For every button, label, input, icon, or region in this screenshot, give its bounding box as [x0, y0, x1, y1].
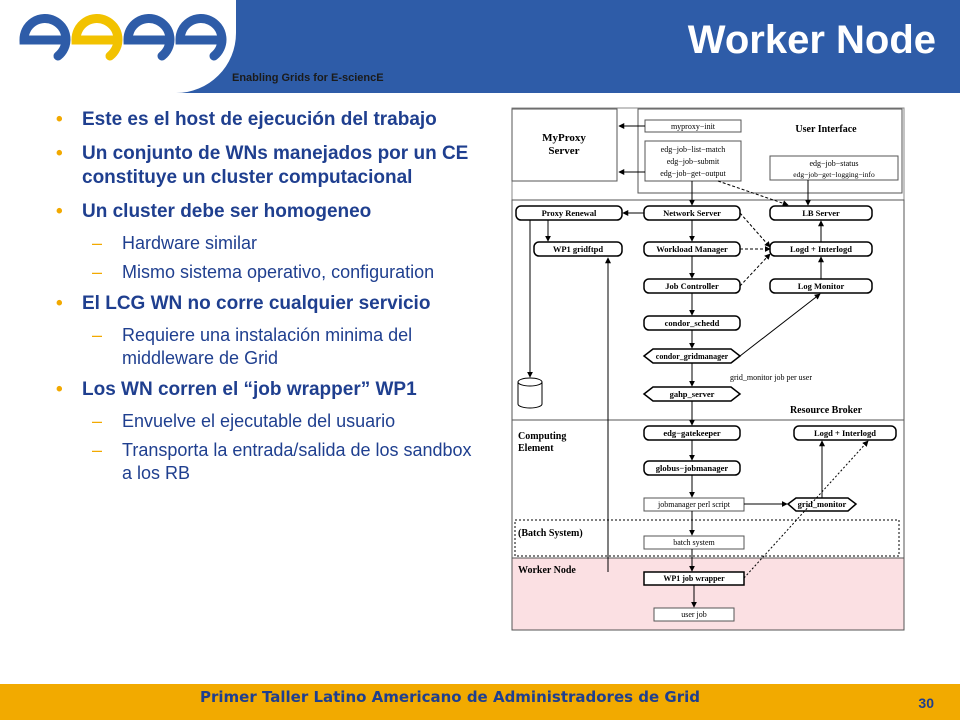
edg-status: edg−job−status	[809, 159, 859, 168]
network-server-label: Network Server	[663, 208, 721, 218]
sub-bullet-item: – Mismo sistema operativo, configuration	[92, 262, 435, 282]
computing-element-label-1: Computing	[518, 431, 567, 442]
sub-bullet-text: Hardware similar	[122, 233, 258, 253]
bullet-text: El LCG WN no corre cualquier servicio	[82, 293, 431, 314]
bullet-item: • Un conjunto de WNs manejados por un CE constituye un cluster computacional	[56, 143, 469, 188]
jobmanager-perl-label: jobmanager perl script	[658, 500, 730, 509]
logd-interlogd-label: Logd + Interlogd	[790, 244, 852, 254]
footer-text: Primer Taller Latino Americano de Administradores de Grid	[200, 688, 700, 706]
grid-monitor-job-label: grid_monitor job per user	[730, 373, 812, 382]
proxy-renewal-label: Proxy Renewal	[541, 208, 597, 218]
bullet-item: • El LCG WN no corre cualquier servicio	[56, 293, 431, 314]
bullet-list	[56, 108, 476, 493]
user-job-label: user job	[681, 610, 707, 619]
bullet-text: Un conjunto de WNs manejados por un CE constituye un cluster computacional	[82, 143, 469, 188]
wp1-job-wrapper-label: WP1 job wrapper	[663, 574, 725, 583]
sub-bullet-item: – Hardware similar	[92, 233, 258, 253]
bullet-item: • Un cluster debe ser homogeneo	[56, 201, 372, 222]
edg-list-match: edg−job−list−match	[660, 145, 726, 154]
computing-element-label-2: Element	[518, 443, 554, 454]
job-controller-label: Job Controller	[665, 281, 719, 291]
batch-system-text: batch system	[673, 538, 715, 547]
tagline: Enabling Grids for E-sciencE	[232, 72, 384, 84]
wp1-gridftpd-label: WP1 gridftpd	[552, 244, 604, 254]
edg-gatekeeper-label: edg−gatekeeper	[663, 428, 721, 438]
edg-logging: edg−job−get−logging−info	[793, 170, 875, 179]
condor-gridmanager-label: condor_gridmanager	[655, 352, 729, 361]
lb-server-label: LB Server	[802, 208, 840, 218]
ce-logd-label: Logd + Interlogd	[814, 428, 876, 438]
sub-bullet-item: – Envuelve el ejecutable del usuario	[92, 411, 396, 431]
database-icon	[518, 378, 542, 408]
log-monitor-label: Log Monitor	[797, 281, 845, 291]
edg-submit: edg−job−submit	[666, 157, 720, 166]
header-bar	[0, 0, 960, 93]
myproxy-label-1: MyProxy	[542, 132, 586, 144]
bullet-text: Un cluster debe ser homogeneo	[82, 201, 372, 222]
batch-system-label: (Batch System)	[518, 528, 583, 539]
myproxy-label-2: Server	[548, 145, 580, 157]
grid-monitor-label: grid_monitor	[797, 499, 847, 509]
sub-bullet-item: – Requiere una instalación minima del middleware de Grid	[92, 325, 413, 368]
sub-bullet-text: Mismo sistema operativo, configuration	[122, 262, 435, 282]
bullet-item: • Este es el host de ejecución del trabajo	[56, 109, 437, 130]
sub-bullet-item: – Transporta la entrada/salida de los sandbox a los RB	[92, 440, 472, 483]
gahp-server-label: gahp_server	[669, 389, 715, 399]
sub-bullet-text: Transporta la entrada/salida de los sandbox a los RB	[122, 440, 472, 483]
globus-jobmanager-label: globus−jobmanager	[655, 463, 729, 473]
slide-title: Worker Node	[687, 18, 936, 62]
condor-schedd-label: condor_schedd	[664, 318, 720, 328]
sub-bullet-text: Envuelve el ejecutable del usuario	[122, 411, 396, 431]
egee-logo	[12, 10, 227, 72]
footer-bar	[0, 684, 960, 720]
myproxy-init-label: myproxy−init	[670, 122, 716, 131]
bullet-text: Los WN corren el “job wrapper” WP1	[82, 379, 417, 400]
worker-node-label: Worker Node	[518, 565, 576, 576]
bullet-text: Este es el host de ejecución del trabajo	[82, 109, 437, 130]
resource-broker-label: Resource Broker	[789, 405, 863, 416]
user-interface-label: User Interface	[795, 124, 857, 135]
sub-bullet-text: Requiere una instalación minima del middleware de Grid	[122, 325, 413, 368]
bullet-item: • Los WN corren el “job wrapper” WP1	[56, 379, 417, 400]
workload-manager-label: Workload Manager	[656, 244, 728, 254]
page-number: 30	[918, 695, 934, 711]
grid-architecture-diagram	[508, 106, 906, 636]
edg-get-output: edg−job−get−output	[660, 169, 726, 178]
